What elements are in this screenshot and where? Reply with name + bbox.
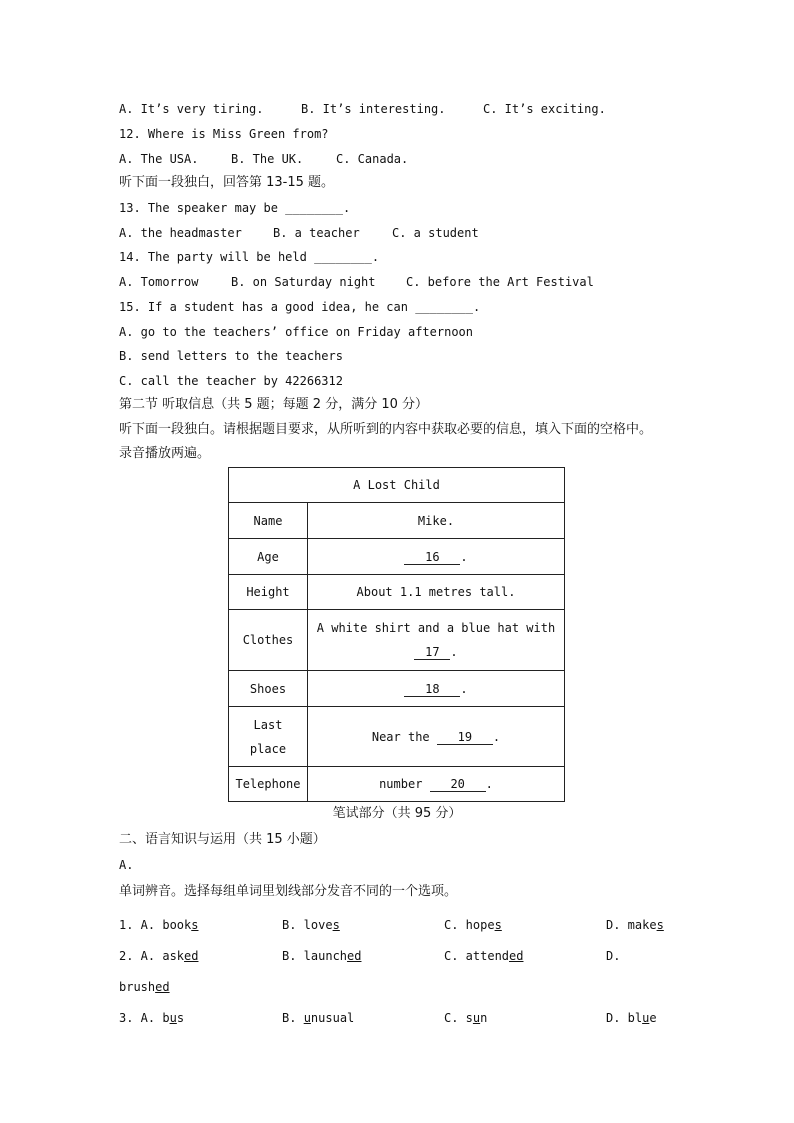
q1-option-a [119, 918, 198, 932]
q3-b-suffix: nusual [310, 1011, 355, 1025]
section-a-label: A. [119, 858, 134, 872]
height-value: About 1.1 metres tall. [307, 575, 564, 610]
q1-d-underlined: s [656, 918, 664, 932]
shoes-label: Shoes [229, 671, 308, 707]
q3-a-text: 3. A. b [119, 1011, 170, 1025]
q3-c-suffix: n [480, 1011, 488, 1025]
question-13: 13. The speaker may be ________. [119, 201, 351, 215]
table-title: A Lost Child [229, 468, 565, 503]
q1-a-underlined: s [191, 918, 199, 932]
q13-option-b: B. a teacher [273, 226, 360, 240]
height-label: Height [229, 575, 308, 610]
answer-blank-18[interactable]: 18 [404, 682, 460, 697]
q1-d-text: D. make [606, 918, 657, 932]
q3-b-text: B. [282, 1011, 304, 1025]
last-place-suffix: . [492, 729, 501, 744]
age-suffix: . [460, 549, 468, 564]
written-part-title: 笔试部分（共 95 分） [332, 806, 462, 821]
q1-option-b [282, 918, 340, 932]
section-2-instruction-line-2: 录音播放两遍。 [119, 446, 211, 461]
question-12: 12. Where is Miss Green from? [119, 127, 329, 141]
clothes-label: Clothes [229, 610, 308, 671]
q1-option-d [606, 918, 664, 932]
q2-option-a [119, 949, 198, 963]
q11-option-a: A. It’s very tiring. [119, 102, 264, 116]
q1-b-text: B. love [282, 918, 333, 932]
q3-option-b [282, 1011, 354, 1025]
q11-option-c: C. It’s exciting. [483, 102, 606, 116]
q11-option-b: B. It’s interesting. [301, 102, 446, 116]
section-2-instruction-line-1: 听下面一段独白。请根据题目要求，从所听到的内容中获取必要的信息，填入下面的空格中。 [119, 422, 653, 437]
answer-blank-19[interactable]: 19 [437, 730, 493, 745]
question-15: 15. If a student has a good idea, he can ________. [119, 300, 481, 314]
q3-a-suffix: s [176, 1011, 185, 1025]
q2-b-underlined: ed [347, 949, 362, 963]
question-14: 14. The party will be held ________. [119, 250, 380, 264]
q3-d-underlined: u [642, 1011, 650, 1025]
telephone-cell [307, 767, 564, 802]
name-label: Name [229, 503, 308, 539]
clothes-value: A white shirt and a blue hat with [316, 621, 556, 635]
q2-d-underlined: ed [155, 980, 170, 994]
last-place-label [229, 707, 308, 767]
q2-d-text: brush [119, 980, 156, 994]
q1-c-text: C. hope [444, 918, 495, 932]
pronunciation-instruction: 单词辨音。选择每组单词里划线部分发音不同的一个选项。 [119, 884, 458, 899]
age-label: Age [229, 539, 308, 575]
q15-option-c: C. call the teacher by 42266312 [119, 374, 343, 388]
q3-d-suffix: e [649, 1011, 657, 1025]
q12-option-a: A. The USA. [119, 152, 199, 166]
q2-c-text: C. attend [444, 949, 510, 963]
q2-b-text: B. launch [282, 949, 348, 963]
answer-blank-20[interactable]: 20 [430, 777, 486, 792]
answer-blank-17[interactable]: 17 [414, 645, 450, 660]
answer-blank-16[interactable]: 16 [404, 550, 460, 565]
part-2-title: 二、语言知识与运用（共 15 小题） [119, 832, 326, 847]
last-place-cell [307, 707, 564, 767]
clothes-cell [307, 610, 564, 671]
q3-option-a [119, 1011, 184, 1025]
telephone-label: Telephone [229, 767, 308, 802]
q3-b-underlined: u [303, 1011, 311, 1025]
q3-d-text: D. bl [606, 1011, 643, 1025]
q2-c-underlined: ed [509, 949, 524, 963]
q3-c-underlined: u [472, 1011, 481, 1025]
q1-b-underlined: s [332, 918, 340, 932]
telephone-prefix: number [379, 777, 423, 791]
telephone-suffix: . [485, 777, 493, 791]
name-value: Mike. [307, 503, 564, 539]
q2-a-underlined: ed [184, 949, 199, 963]
q1-a-text: 1. A. book [119, 918, 192, 932]
clothes-blank-line [314, 640, 558, 664]
q15-option-b: B. send letters to the teachers [119, 349, 343, 363]
q14-option-a: A. Tomorrow [119, 275, 199, 289]
q14-option-b: B. on Saturday night [231, 275, 376, 289]
q1-c-underlined: s [494, 918, 502, 932]
clothes-suffix: . [450, 645, 458, 659]
q12-option-c: C. Canada. [336, 152, 409, 166]
q13-option-c: C. a student [392, 226, 479, 240]
q2-a-text: 2. A. ask [119, 949, 185, 963]
q2-option-d-label: D. [606, 949, 621, 963]
age-cell [307, 539, 564, 575]
last-place-label-line-2: place [249, 741, 287, 756]
q3-c-text: C. s [444, 1011, 473, 1025]
shoes-cell [307, 671, 564, 707]
monologue-instruction: 听下面一段独白，回答第 13-15 题。 [119, 175, 335, 190]
last-place-label-line-1: Last [253, 717, 283, 732]
q3-option-c [444, 1011, 487, 1025]
q3-option-d [606, 1011, 657, 1025]
q2-option-d-word [119, 980, 170, 994]
last-place-prefix: Near the [371, 729, 430, 744]
q12-option-b: B. The UK. [231, 152, 304, 166]
q14-option-c: C. before the Art Festival [406, 275, 594, 289]
lost-child-table [228, 467, 565, 802]
q1-option-c [444, 918, 502, 932]
q2-option-b [282, 949, 361, 963]
section-2-title: 第二节 听取信息（共 5 题；每题 2 分，满分 10 分） [119, 397, 429, 412]
q13-option-a: A. the headmaster [119, 226, 242, 240]
q2-option-c [444, 949, 523, 963]
shoes-suffix: . [460, 681, 468, 696]
q15-option-a: A. go to the teachers’ office on Friday afternoon [119, 325, 474, 339]
q3-a-underlined: u [169, 1011, 177, 1025]
